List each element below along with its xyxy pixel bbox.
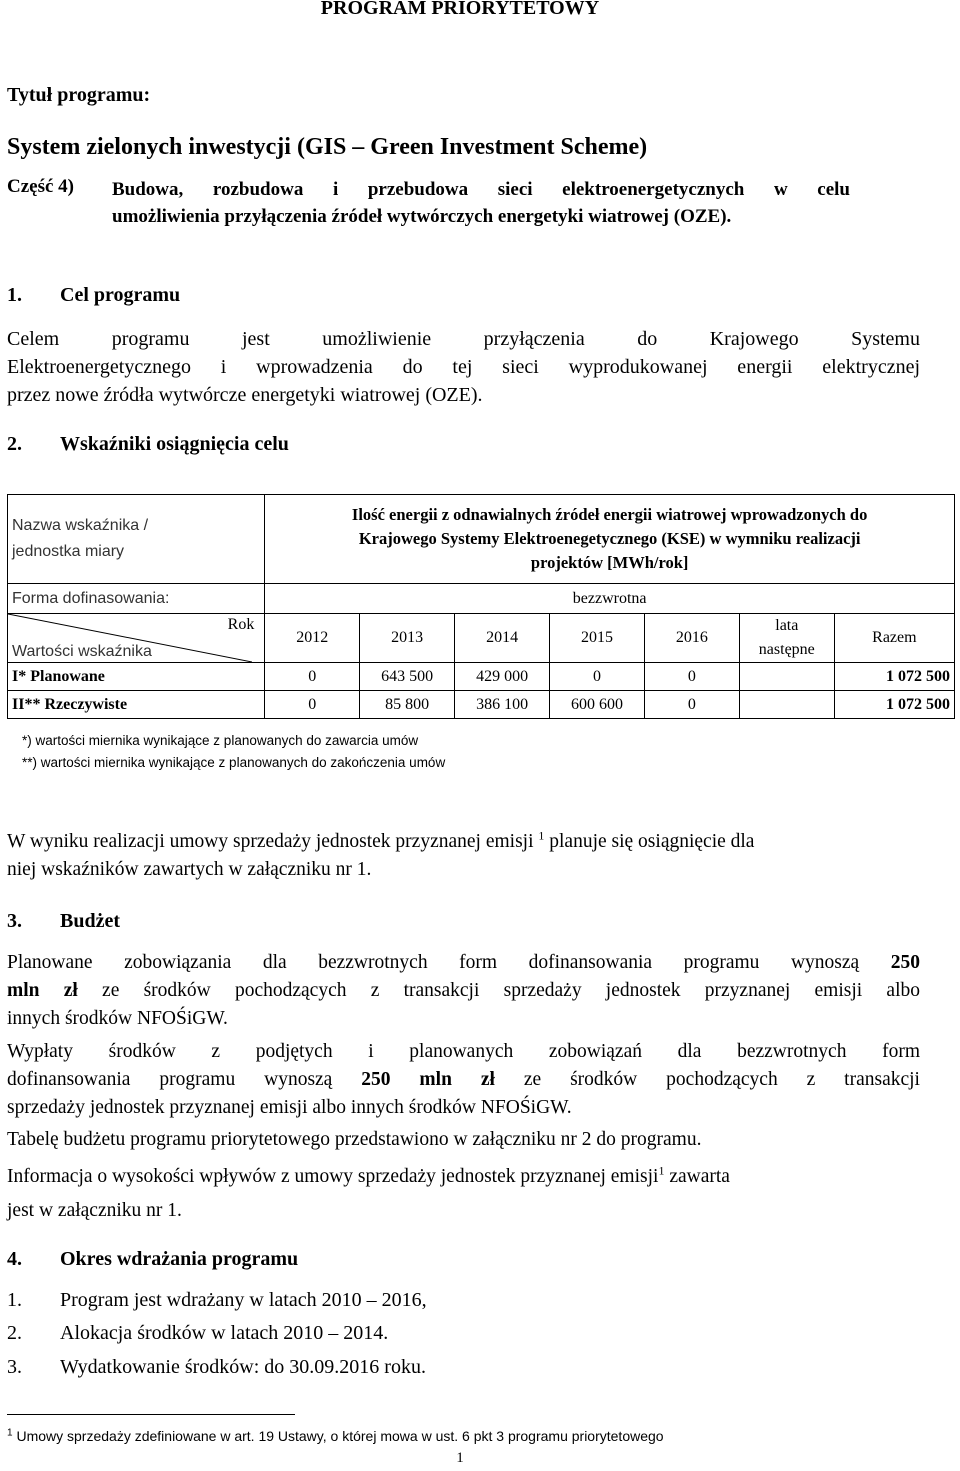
- table-cell: 0: [265, 663, 360, 691]
- budget-paragraph-1: Planowane zobowiązania dla bezzwrotnych form dofinansowania programu wynoszą 250 mln zł ze środków pochodzących z transakcji sprzedaży jednostek przyznanej emisji albo innych środków NFOŚiGW.: [7, 952, 920, 1029]
- table-note-actual: **) wartości miernika wynikające z planowanych do zakończenia umów: [22, 755, 446, 770]
- table-cell-total: 1 072 500: [834, 663, 954, 691]
- section-1-number: 1.: [7, 284, 22, 306]
- indicators-table: [7, 494, 955, 719]
- goal-line-2: Elektroenergetycznego i wprowadzenia do tej sieci wyprodukowanej energii elektrycznej: [7, 356, 920, 378]
- list-item-number: 3.: [7, 1356, 22, 1378]
- table-cell: 0: [644, 691, 739, 719]
- goal-line-3: przez nowe źródła wytwórcze energetyki wiatrowej (OZE).: [7, 384, 483, 406]
- funding-label: Forma dofinasowania:: [8, 584, 265, 614]
- table-cell-total: 1 072 500: [834, 691, 954, 719]
- year-axis-label: Rok: [227, 616, 255, 633]
- goal-line-1: Celem programu jest umożliwienie przyłączenia do Krajowego Systemu: [7, 328, 920, 350]
- section-1-title: Cel programu: [60, 284, 181, 306]
- budget-paragraph-2: Wypłaty środków z podjętych i planowanych zobowiązań dla bezzwrotnych form dofinansowania programu wynoszą 250 mln zł ze środków pochodzących z transakcji sprzedaży jednostek przyznanej emisji albo innych środków NFOŚiGW.: [7, 1041, 920, 1118]
- section-3-title: Budżet: [60, 910, 120, 932]
- year-header: 2012: [265, 614, 360, 663]
- table-cell: 429 000: [455, 663, 550, 691]
- part-description: [112, 176, 850, 230]
- table-row: [8, 691, 955, 719]
- years-header-row: [8, 614, 955, 663]
- list-item: Alokacja środków w latach 2010 – 2014.: [60, 1322, 389, 1344]
- indicator-name-row: [8, 495, 955, 584]
- footnote: $^1$ Umowy sprzedaży zdefiniowane w art. 19 Ustawy, o której mowa w ust. 6 pkt 3 programu priorytetowego: [7, 1427, 664, 1444]
- table-note-planned: *) wartości miernika wynikające z planowanych do zawarcia umów: [22, 733, 419, 748]
- table-cell: 0: [550, 663, 645, 691]
- table-cell: [739, 663, 834, 691]
- row-label: I* Planowane: [8, 663, 265, 691]
- goal-paragraph: [7, 325, 920, 409]
- later-years-header: lata następne: [739, 614, 834, 663]
- table-cell: 85 800: [360, 691, 455, 719]
- table-cell: 0: [265, 691, 360, 719]
- row-label: II** Rzeczywiste: [8, 691, 265, 719]
- funding-row: [8, 584, 955, 614]
- page-number: 1: [456, 1450, 464, 1466]
- section-4-title: Okres wdrażania programu: [60, 1248, 299, 1270]
- part-line-2: umożliwienia przyłączenia źródeł wytwórczych energetyki wiatrowej (OZE).: [112, 206, 732, 227]
- program-name: System zielonych inwestycji (GIS – Green Investment Scheme): [7, 134, 648, 160]
- table-cell: 600 600: [550, 691, 645, 719]
- budget-paragraph-4: Informacja o wysokości wpływów z umowy sprzedaży jednostek przyznanej emisji$^1$ zawarta jest w załączniku nr 1.: [7, 1163, 730, 1221]
- list-item-number: 2.: [7, 1322, 22, 1344]
- section-2-title: Wskaźniki osiągnięcia celu: [60, 433, 289, 455]
- year-header: 2014: [455, 614, 550, 663]
- year-header: 2013: [360, 614, 455, 663]
- title-label: Tytuł programu:: [7, 84, 151, 106]
- part-line-1: Budowa, rozbudowa i przebudowa sieci elektroenergetycznych w celu: [112, 179, 850, 200]
- year-header: 2015: [550, 614, 645, 663]
- section-4-number: 4.: [7, 1248, 22, 1270]
- table-cell: 0: [644, 663, 739, 691]
- table-cell: [739, 691, 834, 719]
- section-3-number: 3.: [7, 910, 22, 932]
- list-item: Program jest wdrażany w latach 2010 – 2016,: [60, 1289, 427, 1311]
- list-item: Wydatkowanie środków: do 30.09.2016 roku.: [60, 1356, 426, 1378]
- indicators-paragraph: W wyniku realizacji umowy sprzedaży jednostek przyznanej emisji $^1$ planuje się osiągnięcie dla niej wskaźników zawartych w załączniku nr 1.: [7, 828, 755, 880]
- indicator-name-label: Nazwa wskaźnika / jednostka miary: [8, 495, 265, 584]
- funding-value: bezzwrotna: [265, 584, 955, 614]
- part-label: Część 4): [7, 176, 74, 197]
- section-2-number: 2.: [7, 433, 22, 455]
- footnote-ref: 1: [538, 828, 545, 843]
- table-cell: 386 100: [455, 691, 550, 719]
- table-row: [8, 663, 955, 691]
- values-axis-label: Wartości wskaźnika: [12, 643, 152, 660]
- year-header: 2016: [644, 614, 739, 663]
- total-header: Razem: [834, 614, 954, 663]
- list-item-number: 1.: [7, 1289, 22, 1311]
- table-cell: 643 500: [360, 663, 455, 691]
- budget-paragraph-3: Tabelę budżetu programu priorytetowego przedstawiono w załączniku nr 2 do programu.: [7, 1129, 702, 1150]
- footnote-ref: 1: [658, 1163, 665, 1178]
- page-title: PROGRAM PRIORYTETOWY: [320, 0, 600, 19]
- footnote-divider: [7, 1414, 295, 1415]
- indicator-name-value: Ilość energii z odnawialnych źródeł energii wiatrowej wprowadzonych do Krajowego Systemy Elektroenegetycznego (KSE) w wymniku realizacji projektów [MWh/rok]: [265, 495, 955, 584]
- diagonal-header-cell: [8, 614, 265, 663]
